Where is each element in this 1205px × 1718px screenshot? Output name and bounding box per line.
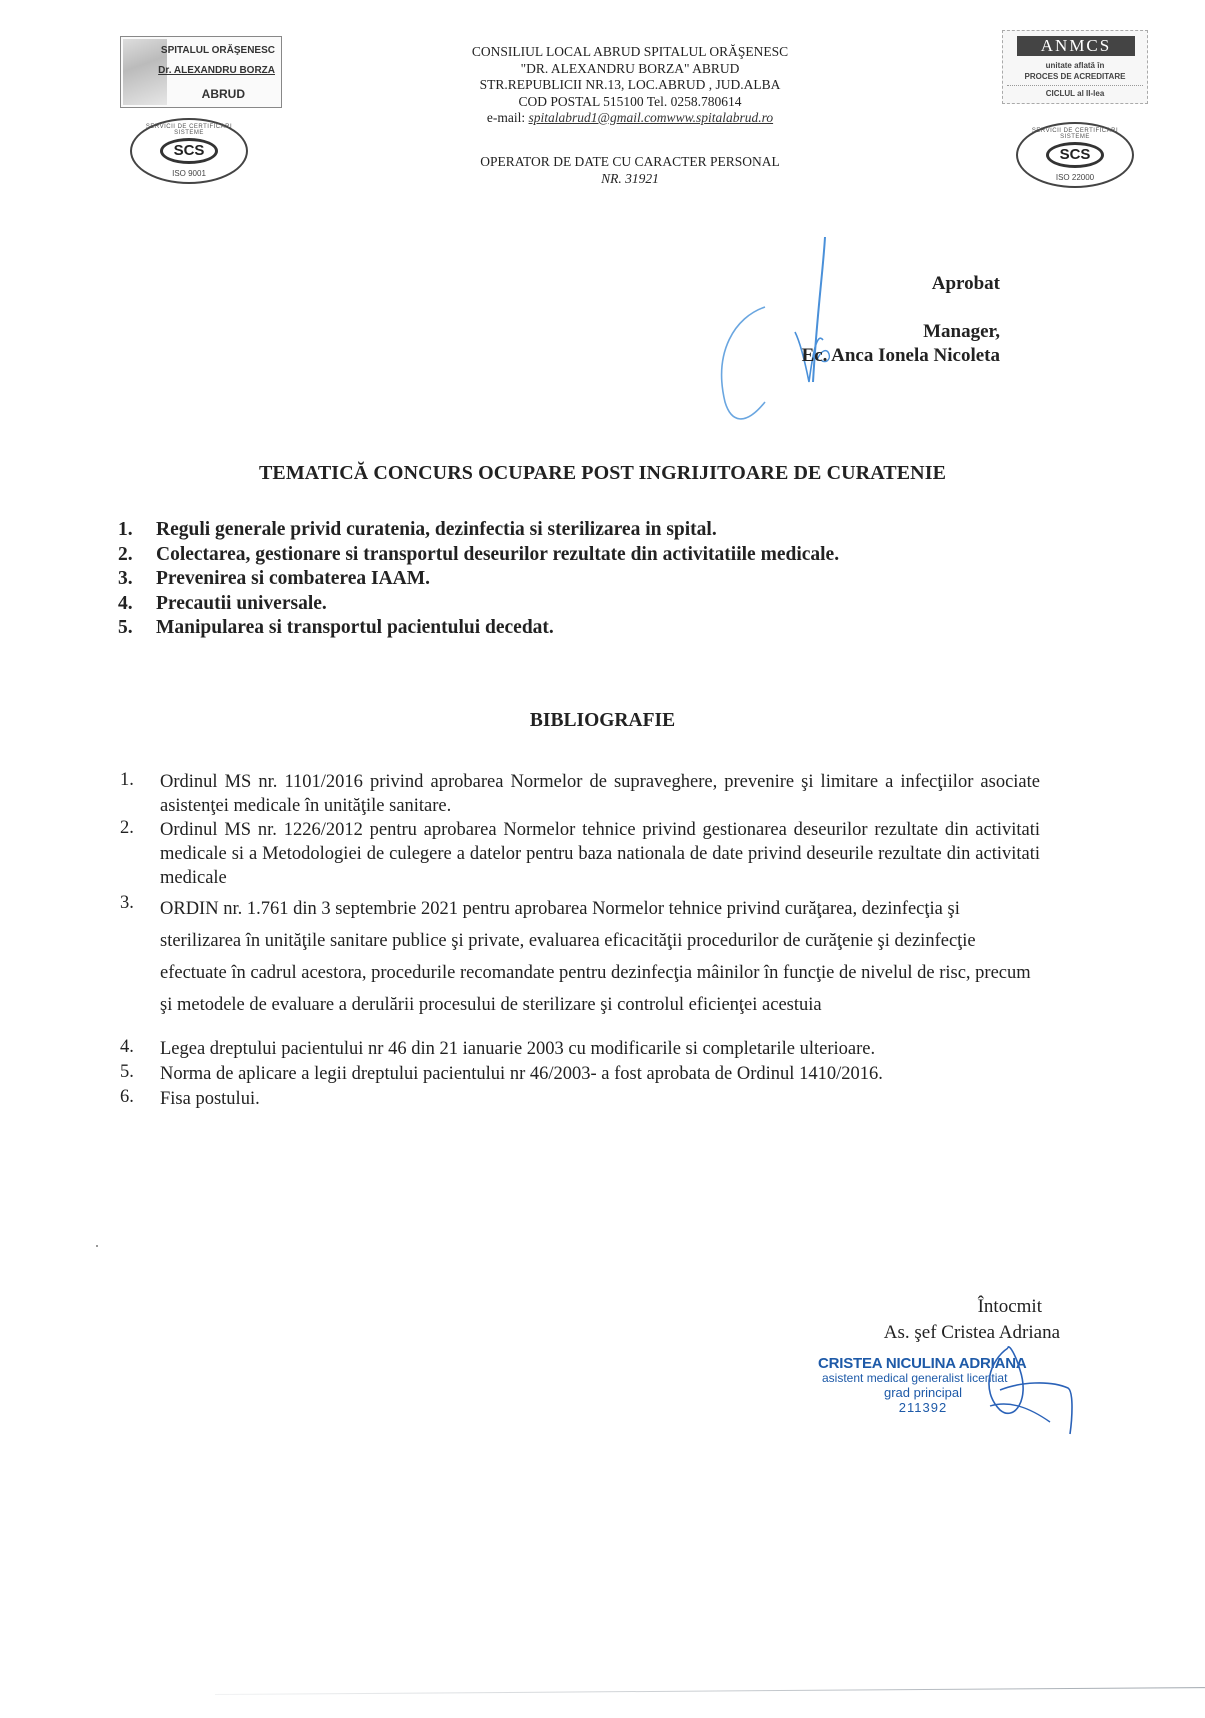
data-operator-block [420, 154, 840, 187]
prepared-by-label: Întocmit [977, 1296, 1042, 1317]
anmcs-title: ANMCS [1017, 36, 1135, 56]
topic-item: 5. Manipularea si transportul pacientului decedat. [118, 617, 554, 638]
header-email-row [420, 110, 840, 127]
scs-iso22000-seal-icon [1016, 122, 1134, 188]
seal-standard: ISO 9001 [172, 169, 206, 178]
stamp-grade: grad principal [883, 1385, 963, 1400]
anmcs-line-3: CICLUL al II-lea [1045, 89, 1105, 98]
bibliography-item: 4. Legea dreptului pacientului nr 46 din 21 ianuarie 2003 cu modificarile si completarile ulterioare. [120, 1037, 876, 1059]
header-line-1: CONSILIUL LOCAL ABRUD SPITALUL ORĂŞENESC [471, 44, 789, 59]
anmcs-accreditation-badge [1002, 30, 1148, 104]
topics-list [118, 518, 839, 641]
approval-block [802, 272, 1000, 368]
bibliography-item: 3. ORDIN nr. 1.761 din 3 septembrie 2021 pentru aprobarea Normelor tehnice privind curăţarea, dezinfecţia şi sterilizarea în unităţile sanitare publice şi private, evaluarea eficacităţii procedurilor de curăţenie şi dezinfecţie efectuate în cadrul acestora, procedurile recomandate pentru dezinfecţia mâinilor în funcţie de nivelul de risc, precum şi metodele de evaluare a derulării procesului de sterilizare şi controlul eficienţei acestuia [120, 893, 1031, 1015]
bibliography-item: 5. Norma de aplicare a legii dreptului pacientului nr 46/2003- a fost aprobata de Ordinul 1410/2016. [120, 1062, 883, 1084]
seal-standard: ISO 22000 [1055, 173, 1095, 182]
stamp-name: CRISTEA NICULINA ADRIANA [818, 1355, 1027, 1372]
topic-item: 4. Precautii universale. [118, 592, 327, 614]
email-link[interactable]: spitalabrud1@gmail.comwww.spitalabrud.ro [528, 110, 774, 125]
email-label: e-mail: [486, 110, 529, 125]
scan-speck [96, 1245, 98, 1247]
seal-center: SCS [1046, 142, 1104, 168]
seal-ring-text: SERVICII DE CERTIFICARI SISTEME [1031, 128, 1119, 140]
logo-line-2: Dr. ALEXANDRU BORZA [158, 65, 275, 76]
anmcs-line-1: unitate aflată în [1045, 61, 1105, 70]
prepared-by-name: As. şef Cristea Adriana [883, 1322, 1060, 1343]
topic-item: 3. Prevenirea si combaterea IAAM. [118, 568, 431, 589]
seal-center: SCS [160, 138, 218, 164]
anmcs-divider [1007, 85, 1143, 86]
document-title: TEMATICĂ CONCURS OCUPARE POST INGRIJITOARE DE CURATENIE [258, 462, 947, 484]
preparer-signature-icon [950, 1330, 1080, 1440]
topic-item: 2. Colectarea, gestionare si transportul deseurilor rezultate din activitatiile medicale. [118, 543, 840, 565]
seal-ring-text: SERVICII DE CERTIFICARI SISTEME [145, 124, 233, 136]
stamp-title: asistent medical generalist licentiat [822, 1371, 1008, 1385]
institution-header [420, 44, 840, 127]
bibliography-item: 6. Fisa postului. [120, 1087, 260, 1109]
topic-item: 1. Reguli generale privid curatenia, dezinfectia si sterilizarea in spital. [118, 519, 717, 540]
bibliography-item: 1. Ordinul MS nr. 1101/2016 privind aprobarea Normelor de supraveghere, prevenire şi limitare a infecţiilor asociate asistenţei medicale în unităţile sanitare. [120, 770, 1040, 816]
approval-name: Ec. Anca Ionela Nicoleta [801, 345, 1000, 366]
approval-role: Manager, [923, 321, 1000, 342]
hospital-logo [120, 36, 282, 108]
bibliography-list [120, 770, 1040, 1112]
anmcs-line-2: PROCES DE ACREDITARE [1024, 72, 1126, 81]
header-line-2: "DR. ALEXANDRU BORZA" ABRUD [520, 60, 740, 76]
header-line-3: STR.REPUBLICII NR.13, LOC.ABRUD , JUD.ALBA [479, 77, 781, 92]
logo-line-3: ABRUD [201, 87, 245, 101]
scan-edge-line [215, 1687, 1205, 1695]
logo-line-1: SPITALUL ORĂŞENESC [160, 45, 275, 56]
operator-number: NR. 31921 [601, 170, 659, 186]
scs-iso9001-seal-icon [130, 118, 248, 184]
bibliography-item: 2. Ordinul MS nr. 1226/2012 pentru aprobarea Normelor tehnice privind gestionarea deseurilor rezultate din activitati medicale si a Metodologiei de culegere a datelor pentru baza nationala de date privind deseurile rezultate din activitati medicale [120, 818, 1040, 888]
operator-line: OPERATOR DE DATE CU CARACTER PERSONAL [480, 154, 780, 169]
stamp-code: 211392 [898, 1400, 948, 1415]
bibliography-title: BIBLIOGRAFIE [529, 710, 676, 731]
header-line-4: COD POSTAL 515100 Tel. 0258.780614 [518, 93, 742, 109]
approval-label: Aprobat [931, 273, 1000, 294]
